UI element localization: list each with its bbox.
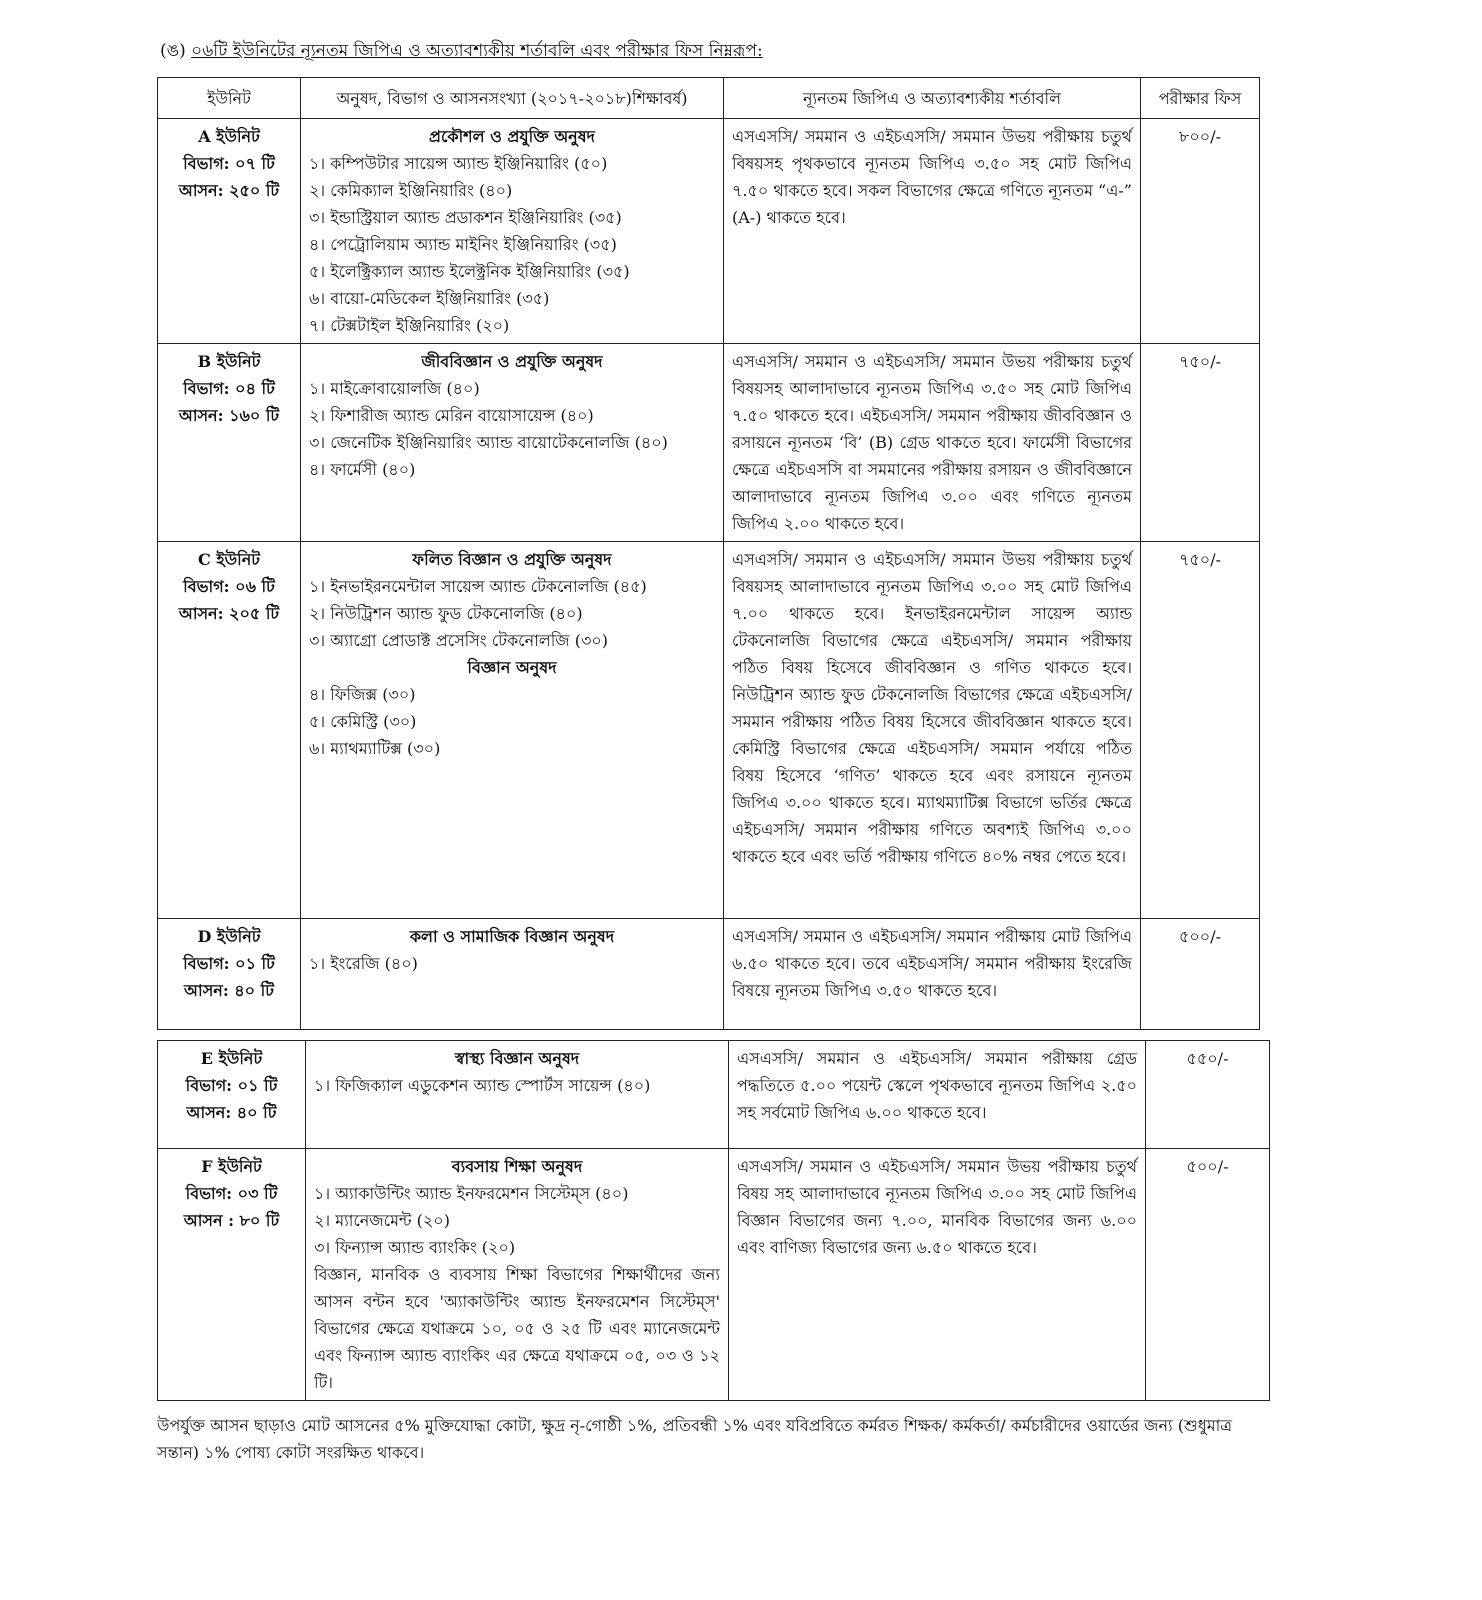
unit-row	[158, 919, 1260, 1030]
unit-departments: বিভাগ: ০১ টি	[185, 1076, 278, 1095]
unit-name: F ইউনিট	[201, 1157, 262, 1176]
unit-name: A ইউনিট	[198, 127, 260, 146]
requirement-cell: এসএসসি/ সমমান ও এইচএসসি/ সমমান উভয় পরীক্ষায় চতুর্থ বিষয়সহ আলাদাভাবে ন্যূনতম জিপিএ ৩.০০ সহ মোট জিপিএ ৭.০০ থাকতে হবে। ইনভাইরনমেন্টাল সায়েন্স অ্যান্ড টেকনোলজি বিভাগের ক্ষেত্রে এইচএসসি/ সমমান পরীক্ষায় পঠিত বিষয় হিসেবে জীববিজ্ঞান ও গণিত থাকতে হবে। নিউট্রিশন অ্যান্ড ফুড টেকনোলজি বিভাগের ক্ষেত্রে এইচএসসি/ সমমান পরীক্ষায় পঠিত বিষয় হিসেবে জীববিজ্ঞান থাকতে হবে। কেমিস্ট্রি বিভাগের ক্ষেত্রে এইচএসসি/ সমমান পর্যায়ে পঠিত বিষয় হিসেবে ‘গণিত’ থাকতে হবে এবং রসায়নে ন্যূনতম জিপিএ ৩.০০ থাকতে হবে। ম্যাথম্যাটিক্স বিভাগে ভর্তির ক্ষেত্রে এইচএসসি/ সমমান পরীক্ষায় গণিতে অবশ্যই জিপিএ ৩.০০ থাকতে হবে এবং ভর্তি পরীক্ষায় গণিতে ৪০% নম্বর পেতে হবে।	[724, 542, 1141, 919]
header-faculty-dept-seats: অনুষদ, বিভাগ ও আসনসংখ্যা (২০১৭-২০১৮)শিক্ষাবর্ষ)	[301, 78, 724, 119]
requirement-cell: এসএসসি/ সমমান ও এইচএসসি/ সমমান উভয় পরীক্ষায় চতুর্থ বিষয়সহ আলাদাভাবে ন্যূনতম জিপিএ ৩.৫০ সহ মোট জিপিএ ৭.৫০ থাকতে হবে। এইচএসসি/ সমমান পরীক্ষায় জীববিজ্ঞান ও রসায়নে ন্যূনতম ‘বি’ (B) গ্রেড থাকতে হবে। ফার্মেসী বিভাগের ক্ষেত্রে এইচএসসি বা সমমানের পরীক্ষায় রসায়ন ও জীববিজ্ঞানে আলাদাভাবে ন্যূনতম জিপিএ ৩.০০ এবং গণিতে ন্যূনতম জিপিএ ২.০০ থাকতে হবে।	[724, 344, 1141, 542]
department-item: ২। নিউট্রিশন অ্যান্ড ফুড টেকনোলজি (৪০)	[309, 604, 583, 623]
section-title	[160, 38, 763, 66]
faculty-name: প্রকৌশল ও প্রযুক্তি অনুষদ	[429, 127, 595, 146]
faculty-cell	[301, 344, 724, 542]
faculty-name: ব্যবসায় শিক্ষা অনুষদ	[451, 1157, 583, 1176]
unit-departments: বিভাগ: ০৩ টি	[185, 1184, 278, 1203]
department-item: ২। কেমিক্যাল ইঞ্জিনিয়ারিং (৪০)	[309, 181, 513, 200]
department-item: ৫। কেমিস্ট্রি (৩০)	[309, 712, 417, 731]
requirement-cell: এসএসসি/ সমমান ও এইচএসসি/ সমমান পরীক্ষায় গ্রেড পদ্ধতিতে ৫.০০ পয়েন্ট স্কেলে পৃথকভাবে ন্যূনতম জিপিএ ২.৫০ সহ সর্বমোট জিপিএ ৬.০০ থাকতে হবে।	[729, 1041, 1146, 1149]
quota-note: উপর্যুক্ত আসন ছাড়াও মোট আসনের ৫% মুক্তিযোদ্ধা কোটা, ক্ষুদ্র নৃ-গোষ্ঠী ১%, প্রতিবন্ধী ১% এবং যবিপ্রবিতে কর্মরত শিক্ষক/ কর্মকর্তা/ কর্মচারীদের ওয়ার্ডের জন্য (শুধুমাত্র সন্তান) ১% পোষ্য কোটা সংরক্ষিত থাকবে।	[157, 1416, 1233, 1462]
requirement-cell: এসএসসি/ সমমান ও এইচএসসি/ সমমান পরীক্ষায় মোট জিপিএ ৬.৫০ থাকতে হবে। তবে এইচএসসি/ সমমান পরীক্ষায় ইংরেজি বিষয়ে ন্যূনতম জিপিএ ৩.৫০ থাকতে হবে।	[724, 919, 1141, 1030]
department-item: ১। মাইক্রোবায়োলজি (৪০)	[309, 379, 480, 398]
faculty-name: কলা ও সামাজিক বিজ্ঞান অনুষদ	[409, 927, 615, 946]
seat-distribution-note: বিজ্ঞান, মানবিক ও ব্যবসায় শিক্ষা বিভাগের শিক্ষার্থীদের জন্য আসন বন্টন হবে 'অ্যাকাউন্টিং অ্যান্ড ইনফরমেশন সিস্টেম্স' বিভাগের ক্ষেত্রে যথাক্রমে ১০, ০৫ ও ২৫ টি এবং ম্যানেজমেন্ট এবং ফিন্যান্স অ্যান্ড ব্যাংকিং এর ক্ষেত্রে যথাক্রমে ০৫, ০৩ ও ১২ টি।	[314, 1265, 720, 1392]
faculty-cell	[301, 542, 724, 919]
department-item: ১। ইংরেজি (৪০)	[309, 954, 418, 973]
department-item: ৩। অ্যাগ্রো প্রোডাক্ট প্রসেসিং টেকনোলজি (৩০)	[309, 631, 608, 650]
faculty-name: ফলিত বিজ্ঞান ও প্রযুক্তি অনুষদ	[412, 550, 612, 569]
unit-name: C ইউনিট	[198, 550, 260, 569]
unit-cell	[158, 119, 301, 344]
header-unit: ইউনিট	[158, 78, 301, 119]
unit-seats: আসন: ৪০ টি	[184, 981, 274, 1000]
department-item: ২। ম্যানেজমেন্ট (২০)	[314, 1211, 450, 1230]
unit-seats: আসন: ২০৫ টি	[178, 604, 280, 623]
fee-cell: ৮০০/-	[1141, 119, 1260, 344]
unit-cell	[158, 344, 301, 542]
units-table-main	[157, 77, 1260, 1030]
department-item: ৩। ফিন্যান্স অ্যান্ড ব্যাংকিং (২০)	[314, 1238, 516, 1257]
unit-row	[158, 1149, 1270, 1401]
unit-seats: আসন : ৮০ টি	[183, 1211, 280, 1230]
department-item: ৩। জেনেটিক ইঞ্জিনিয়ারিং অ্যান্ড বায়োটেকনোলজি (৪০)	[309, 433, 668, 452]
fee-cell: ৫০০/-	[1146, 1149, 1270, 1401]
header-fee: পরীক্ষার ফিস	[1141, 78, 1260, 119]
faculty-name: জীববিজ্ঞান ও প্রযুক্তি অনুষদ	[421, 352, 603, 371]
unit-cell	[158, 542, 301, 919]
unit-row	[158, 119, 1260, 344]
faculty-name: স্বাস্থ্য বিজ্ঞান অনুষদ	[454, 1049, 580, 1068]
department-item: ১। ইনভাইরনমেন্টাল সায়েন্স অ্যান্ড টেকনোলজি (৪৫)	[309, 577, 647, 596]
section-number: (ঙ)	[160, 41, 192, 61]
units-table-secondary	[157, 1040, 1270, 1401]
unit-name: D ইউনিট	[197, 927, 261, 946]
fee-cell: ৭৫০/-	[1141, 344, 1260, 542]
fee-cell: ৫৫০/-	[1146, 1041, 1270, 1149]
unit-seats: আসন: ১৬০ টি	[178, 406, 280, 425]
unit-row	[158, 1041, 1270, 1149]
faculty-cell	[306, 1149, 729, 1401]
unit-departments: বিভাগ: ০৬ টি	[183, 577, 275, 596]
unit-seats: আসন: ৪০ টি	[186, 1103, 277, 1122]
department-item: ৬। ম্যাথম্যাটিক্স (৩০)	[309, 739, 441, 758]
department-item: ৬। বায়ো-মেডিকেল ইঞ্জিনিয়ারিং (৩৫)	[309, 289, 550, 308]
department-item: ২। ফিশারীজ অ্যান্ড মেরিন বায়োসায়েন্স (৪০)	[309, 406, 594, 425]
department-item: ১। কম্পিউটার সায়েন্স অ্যান্ড ইঞ্জিনিয়ারিং (৫০)	[309, 154, 608, 173]
department-item: ৭। টেক্সটাইল ইঞ্জিনিয়ারিং (২০)	[309, 316, 510, 335]
faculty-cell	[301, 119, 724, 344]
section-heading: ০৬টি ইউনিটের ন্যূনতম জিপিএ ও অত্যাবশ্যকীয় শর্তাবলি এবং পরীক্ষার ফিস নিম্নরূপ:	[191, 41, 763, 61]
department-item: ৪। ফিজিক্স (৩০)	[309, 685, 416, 704]
unit-departments: বিভাগ: ০৭ টি	[183, 154, 275, 173]
department-item: ৪। ফার্মেসী (৪০)	[309, 460, 416, 479]
unit-departments: বিভাগ: ০৪ টি	[183, 379, 275, 398]
unit-row	[158, 542, 1260, 919]
unit-name: B ইউনিট	[197, 352, 261, 371]
unit-row	[158, 344, 1260, 542]
department-item: ১। ফিজিক্যাল এডুকেশন অ্যান্ড স্পোর্টস সায়েন্স (৪০)	[314, 1076, 651, 1095]
department-item: ৫। ইলেক্ট্রিক্যাল অ্যান্ড ইলেক্ট্রনিক ইঞ্জিনিয়ারিং (৩৫)	[309, 262, 630, 281]
faculty-name: বিজ্ঞান অনুষদ	[467, 658, 557, 677]
header-requirements: ন্যূনতম জিপিএ ও অত্যাবশ্যকীয় শর্তাবলি	[724, 78, 1141, 119]
fee-cell: ৭৫০/-	[1141, 542, 1260, 919]
requirement-cell: এসএসসি/ সমমান ও এইচএসসি/ সমমান উভয় পরীক্ষায় চতুর্থ বিষয় সহ আলাদাভাবে ন্যূনতম জিপিএ ৩.০০ সহ মোট জিপিএ বিজ্ঞান বিভাগের জন্য ৭.০০, মানবিক বিভাগের জন্য ৬.০০ এবং বাণিজ্য বিভাগের জন্য ৬.৫০ থাকতে হবে।	[729, 1149, 1146, 1401]
table-header-row	[158, 78, 1260, 119]
department-item: ১। অ্যাকাউন্টিং অ্যান্ড ইনফরমেশন সিস্টেম্স (৪০)	[314, 1184, 629, 1203]
unit-cell	[158, 1041, 306, 1149]
department-item: ৪। পেট্রোলিয়াম অ্যান্ড মাইনিং ইঞ্জিনিয়ারিং (৩৫)	[309, 235, 617, 254]
unit-name: E ইউনিট	[200, 1049, 263, 1068]
faculty-cell	[306, 1041, 729, 1149]
unit-departments: বিভাগ: ০১ টি	[183, 954, 275, 973]
department-item: ৩। ইন্ডাস্ট্রিয়াল অ্যান্ড প্রডাকশন ইঞ্জিনিয়ারিং (৩৫)	[309, 208, 622, 227]
unit-cell	[158, 919, 301, 1030]
fee-cell: ৫০০/-	[1141, 919, 1260, 1030]
faculty-cell	[301, 919, 724, 1030]
unit-seats: আসন: ২৫০ টি	[178, 181, 280, 200]
requirement-cell: এসএসসি/ সমমান ও এইচএসসি/ সমমান উভয় পরীক্ষায় চতুর্থ বিষয়সহ পৃথকভাবে ন্যূনতম জিপিএ ৩.৫০ সহ মোট জিপিএ ৭.৫০ থাকতে হবে। সকল বিভাগের ক্ষেত্রে গণিতে ন্যূনতম “এ-” (A-) থাকতে হবে।	[724, 119, 1141, 344]
unit-cell	[158, 1149, 306, 1401]
